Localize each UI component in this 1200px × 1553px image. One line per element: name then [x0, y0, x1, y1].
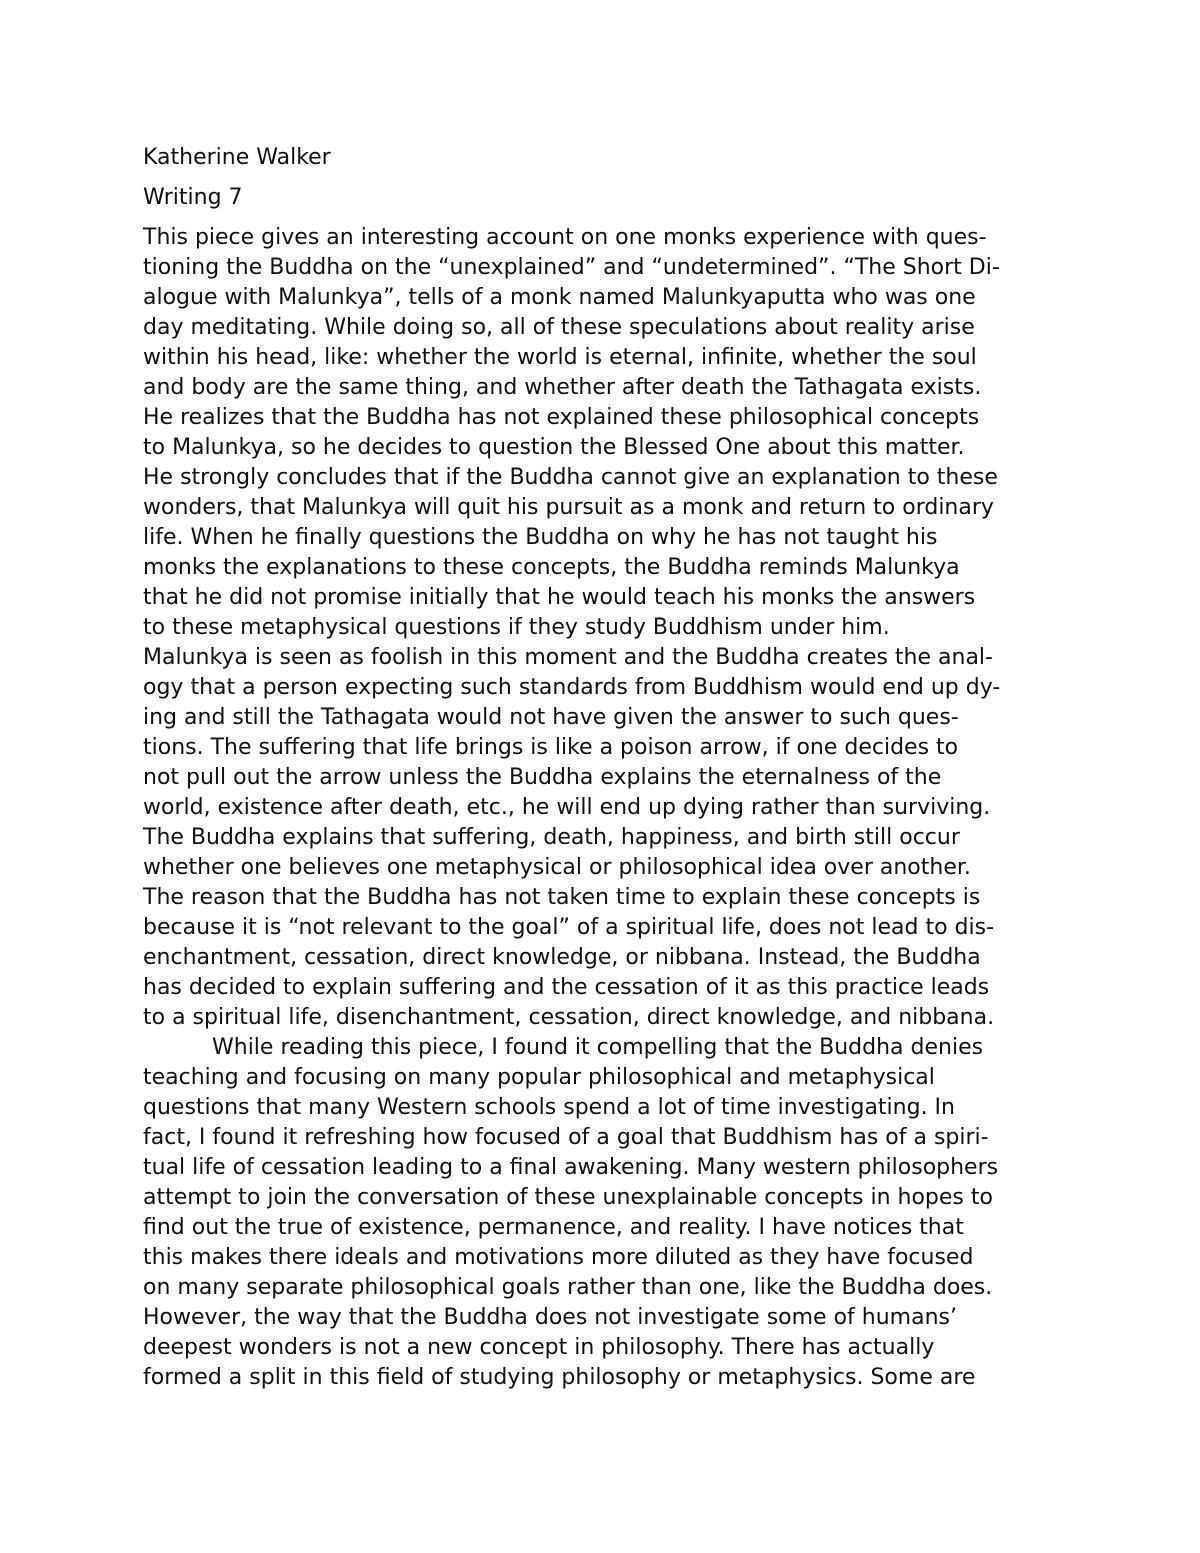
essay-line: has decided to explain suffering and the cessation of it as this practice leads	[143, 975, 990, 1000]
essay-line: on many separate philosophical goals rather than one, like the Buddha does.	[143, 1275, 993, 1300]
essay-line: formed a split in this field of studying philosophy or metaphysics. Some are	[143, 1365, 976, 1390]
essay-line: Malunkya is seen as foolish in this moment and the Buddha creates the anal-	[143, 645, 993, 670]
essay-line: monks the explanations to these concepts, the Buddha reminds Malunkya	[143, 555, 960, 580]
essay-line: this makes there ideals and motivations more diluted as they have focused	[143, 1245, 974, 1270]
essay-line: The reason that the Buddha has not taken time to explain these concepts is	[143, 885, 981, 910]
essay-line: to a spiritual life, disenchantment, cessation, direct knowledge, and nibbana.	[143, 1005, 995, 1030]
essay-line: not pull out the arrow unless the Buddha explains the eternalness of the	[143, 765, 942, 790]
essay-line: whether one believes one metaphysical or philosophical idea over another.	[143, 855, 971, 880]
assignment-title: Writing 7	[143, 185, 243, 210]
essay-line: He realizes that the Buddha has not explained these philosophical concepts	[143, 405, 980, 430]
essay-line: tioning the Buddha on the “unexplained” and “undetermined”. “The Short Di-	[143, 255, 1000, 280]
essay-line-paragraph-start: While reading this piece, I found it compelling that the Buddha denies	[212, 1035, 984, 1060]
essay-line: He strongly concludes that if the Buddha cannot give an explanation to these	[143, 465, 998, 490]
essay-line: ogy that a person expecting such standards from Buddhism would end up dy-	[143, 675, 1001, 700]
essay-line: that he did not promise initially that he would teach his monks the answers	[143, 585, 976, 610]
author-name: Katherine Walker	[143, 145, 331, 170]
essay-line: alogue with Malunkya”, tells of a monk named Malunkyaputta who was one	[143, 285, 976, 310]
essay-line: and body are the same thing, and whether after death the Tathagata exists.	[143, 375, 982, 400]
essay-body	[143, 223, 1063, 1393]
essay-line: fact, I found it refreshing how focused of a goal that Buddhism has of a spiri-	[143, 1125, 989, 1150]
essay-line: However, the way that the Buddha does not investigate some of humans’	[143, 1305, 957, 1330]
essay-line: life. When he finally questions the Buddha on why he has not taught his	[143, 525, 938, 550]
essay-line: attempt to join the conversation of these unexplainable concepts in hopes to	[143, 1185, 993, 1210]
essay-line: deepest wonders is not a new concept in philosophy. There has actually	[143, 1335, 935, 1360]
essay-line: ing and still the Tathagata would not have given the answer to such ques-	[143, 705, 959, 730]
essay-line: The Buddha explains that suffering, death, happiness, and birth still occur	[143, 825, 960, 850]
essay-line: within his head, like: whether the world is eternal, infinite, whether the soul	[143, 345, 977, 370]
essay-line: tions. The suffering that life brings is like a poison arrow, if one decides to	[143, 735, 959, 760]
essay-line: find out the true of existence, permanence, and reality. I have notices that	[143, 1215, 964, 1240]
essay-line: to Malunkya, so he decides to question the Blessed One about this matter.	[143, 435, 965, 460]
essay-line: questions that many Western schools spend a lot of time investigating. In	[143, 1095, 955, 1120]
essay-line: world, existence after death, etc., he will end up dying rather than surviving.	[143, 795, 991, 820]
essay-line: because it is “not relevant to the goal” of a spiritual life, does not lead to dis-	[143, 915, 995, 940]
essay-line: day meditating. While doing so, all of these speculations about reality arise	[143, 315, 975, 340]
essay-line: This piece gives an interesting account on one monks experience with ques-	[143, 225, 987, 250]
essay-line: wonders, that Malunkya will quit his pursuit as a monk and return to ordinary	[143, 495, 994, 520]
essay-line: tual life of cessation leading to a final awakening. Many western philosophers	[143, 1155, 999, 1180]
essay-line: teaching and focusing on many popular philosophical and metaphysical	[143, 1065, 935, 1090]
essay-line: to these metaphysical questions if they study Buddhism under him.	[143, 615, 890, 640]
essay-line: enchantment, cessation, direct knowledge, or nibbana. Instead, the Buddha	[143, 945, 981, 970]
